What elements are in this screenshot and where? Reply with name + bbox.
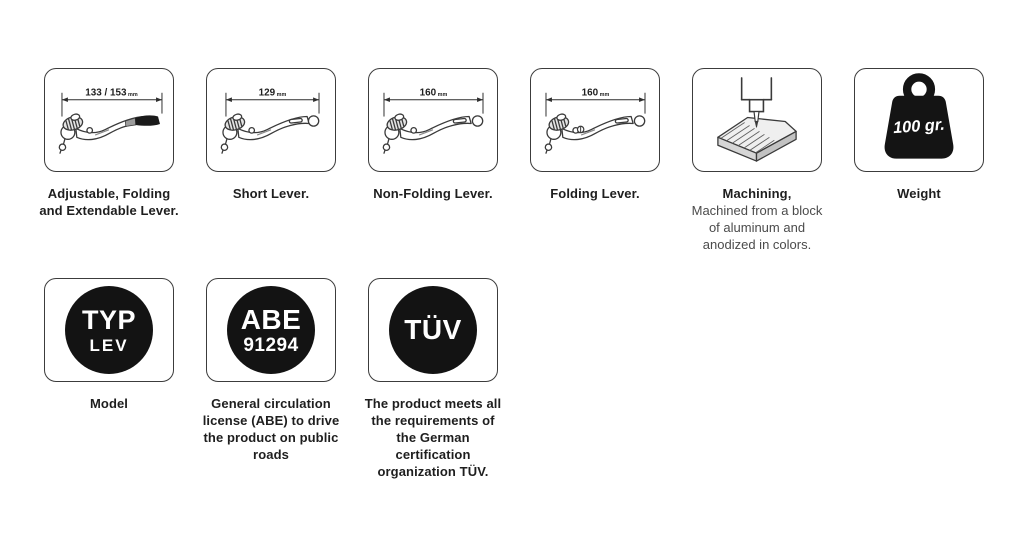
milling-machine-icon bbox=[694, 70, 820, 170]
short-lever-diagram-icon bbox=[208, 70, 334, 170]
dimension-text: 133 / 153mm bbox=[85, 87, 138, 99]
adjustable-lever-diagram-icon bbox=[46, 70, 172, 170]
non-folding-lever-diagram-icon bbox=[370, 70, 496, 170]
kettlebell-weight-icon bbox=[856, 70, 982, 170]
feature-abe-license bbox=[202, 278, 340, 480]
feature-card bbox=[368, 68, 498, 172]
feature-adjustable-lever bbox=[39, 68, 179, 253]
card-caption: Weight bbox=[897, 186, 941, 201]
badge-line: LEV bbox=[89, 335, 129, 355]
card-caption: Machining, Machined from a block of aluminum and anodized in colors. bbox=[691, 186, 823, 252]
feature-non-folding-lever bbox=[368, 68, 498, 253]
badge-line: ABE bbox=[240, 303, 302, 335]
feature-card bbox=[854, 68, 984, 172]
card-caption: Model bbox=[89, 396, 129, 411]
dimension-text: 129mm bbox=[258, 87, 287, 99]
card-caption: Non-Folding Lever. bbox=[373, 186, 493, 201]
feature-weight bbox=[854, 68, 984, 253]
card-caption: General circulation license (ABE) to drive the product on public roads bbox=[202, 396, 340, 462]
extendable-black-tip bbox=[125, 115, 160, 126]
features-row-2 bbox=[44, 278, 502, 480]
badge-line: TYP bbox=[81, 304, 136, 335]
card-caption: The product meets all the requirements of the German certification organization TÜV. bbox=[364, 396, 502, 479]
feature-card bbox=[206, 68, 336, 172]
abe-91294-badge-icon bbox=[227, 286, 315, 374]
weight-value-text: 100 gr. bbox=[892, 115, 946, 138]
feature-card bbox=[530, 68, 660, 172]
feature-tuv-certification bbox=[364, 278, 502, 480]
feature-folding-lever bbox=[530, 68, 660, 253]
card-caption: Short Lever. bbox=[232, 186, 310, 201]
feature-card bbox=[368, 278, 498, 382]
feature-card bbox=[692, 68, 822, 172]
feature-card bbox=[44, 278, 174, 382]
feature-card bbox=[44, 68, 174, 172]
tuv-badge-icon bbox=[389, 286, 477, 374]
badge-line: 91294 bbox=[243, 334, 299, 356]
badge-line: TÜV bbox=[404, 314, 462, 345]
features-row-1 bbox=[39, 68, 984, 253]
feature-machining bbox=[692, 68, 822, 253]
card-caption: Adjustable, Folding and Extendable Lever. bbox=[39, 186, 179, 218]
card-caption: Folding Lever. bbox=[550, 186, 640, 201]
feature-card bbox=[206, 278, 336, 382]
feature-model bbox=[44, 278, 174, 480]
folding-lever-diagram-icon bbox=[532, 70, 658, 170]
typ-lev-badge-icon bbox=[65, 286, 153, 374]
dimension-text: 160mm bbox=[419, 87, 448, 99]
feature-short-lever bbox=[206, 68, 336, 253]
folding-pivot bbox=[577, 126, 583, 132]
dimension-text: 160mm bbox=[581, 87, 610, 99]
